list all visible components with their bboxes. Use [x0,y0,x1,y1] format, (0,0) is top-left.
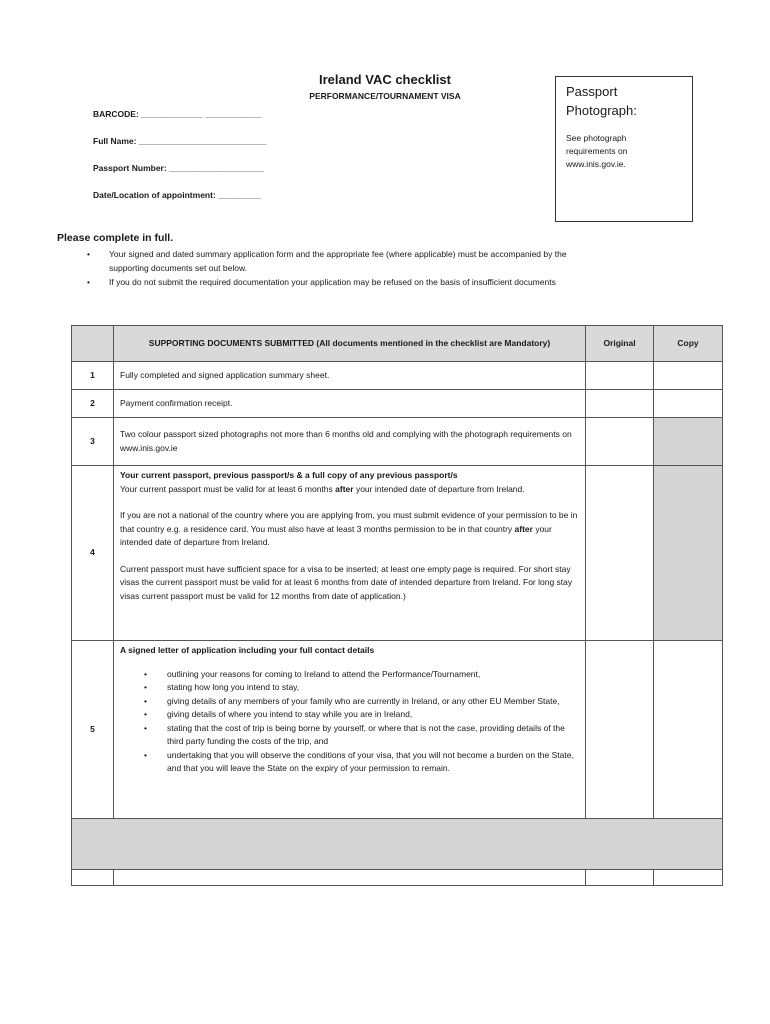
appointment-date-location-field[interactable]: Date/Location of appointment: _________ [93,190,261,200]
row-paragraph [120,483,579,497]
header-original-cell: Original [586,326,654,362]
copy-cell-shaded [654,418,723,466]
copy-checkbox-cell[interactable] [654,362,723,390]
copy-checkbox-cell[interactable] [654,641,723,819]
row-text: your intended date of departure from Ireland. [120,523,552,547]
list-item: • outlining your reasons for coming to Ireland to attend the Performance/Tournament, [120,668,579,682]
copy-checkbox-cell[interactable] [654,390,723,418]
row-description: Fully completed and signed application summary sheet. [114,362,586,390]
row-description [114,641,586,819]
photo-box-text [566,132,682,171]
original-checkbox-cell[interactable] [586,390,654,418]
photo-box-title-line1: Passport [566,84,618,99]
header-copy-cell: Copy [654,326,723,362]
row-number: 2 [72,390,114,418]
photo-box-text-line3: www.inis.gov.ie. [566,159,626,169]
list-item: • undertaking that you will observe the conditions of your visa, that you will not become a burden on the State, and that you will leave the State on the expiry of your permission to remain. [120,749,579,776]
list-item: • giving details of any members of your family who are currently in Ireland, or any other EU Member State, [120,695,579,709]
copy-cell-shaded [654,466,723,641]
passport-photo-box [555,76,693,222]
supporting-documents-table [71,325,723,886]
letter-requirements-list [120,668,579,776]
header-num-cell [72,326,114,362]
original-checkbox-cell[interactable] [586,466,654,641]
empty-cell [72,870,114,886]
table-row [72,390,723,418]
row-paragraph: Current passport must have sufficient space for a visa to be inserted; at least one empty page is required. For short stay visas the current passport must be valid for at least 6 months from date of intended departure from Ireland. For long stay visas current passport must be valid for 12 months from date of application.) [120,563,573,601]
table-row [72,362,723,390]
empty-cell [586,870,654,886]
row-number: 1 [72,362,114,390]
row-text: Your current passport must be valid for at least 6 months [120,483,336,494]
row-heading: Your current passport, previous passport/s & a full copy of any previous passport/s [120,470,458,480]
row-heading: A signed letter of application including your full contact details [120,645,375,655]
photo-box-text-line1: See photograph [566,133,627,143]
instructions-heading: Please complete in full. [57,232,174,244]
instruction-item: • If you do not submit the required documentation your application may be refused on the basis of insufficient documents [85,276,595,290]
row-paragraph [120,509,579,550]
empty-cell [654,870,723,886]
row-number: 5 [72,641,114,819]
instruction-item: • Your signed and dated summary application form and the appropriate fee (where applicable) must be accompanied by the supporting documents set out below. [85,248,595,275]
empty-cell [114,870,586,886]
header-documents-cell: SUPPORTING DOCUMENTS SUBMITTED (All documents mentioned in the checklist are Mandatory) [114,326,586,362]
instructions-list [85,248,595,291]
table-row [72,641,723,819]
shaded-separator-cell [72,819,723,870]
table-header-row [72,326,723,362]
row-description: Payment confirmation receipt. [114,390,586,418]
original-checkbox-cell[interactable] [586,641,654,819]
original-checkbox-cell[interactable] [586,418,654,466]
photo-box-title-line2: Photograph: [566,103,637,118]
list-item: • giving details of where you intend to stay while you are in Ireland, [120,708,579,722]
original-checkbox-cell[interactable] [586,362,654,390]
photo-box-title [566,82,682,120]
row-number: 3 [72,418,114,466]
row-description [114,466,586,641]
page-title: Ireland VAC checklist [319,72,451,87]
photo-box-text-line2: requirements on [566,146,628,156]
table-row [72,418,723,466]
list-item: • stating how long you intend to stay, [120,681,579,695]
full-name-field[interactable]: Full Name: ___________________________ [93,136,267,146]
row-text-emphasis: after [514,523,533,534]
row-text: your intended date of departure from Ireland. [353,483,525,494]
list-item: • stating that the cost of trip is being borne by yourself, or where that is not the case, providing details of the third party funding the costs of the trip, and [120,722,579,749]
page-subtitle: PERFORMANCE/TOURNAMENT VISA [309,91,461,101]
row-text: If you are not a national of the country where you are applying from, you must submit evidence of your permission to be in that country e.g. a residence card. You must also have at least 3 months permission to be in that country [120,510,578,534]
row-description: Two colour passport sized photographs not more than 6 months old and complying with the photograph requirements on www.inis.gov.ie [114,418,586,466]
row-number: 4 [72,466,114,641]
shaded-separator-row [72,819,723,870]
table-row [72,466,723,641]
passport-number-field[interactable]: Passport Number: ____________________ [93,163,264,173]
barcode-field[interactable]: BARCODE: _____________ ____________ [93,109,262,119]
row-text-emphasis: after [335,483,354,494]
table-row-empty [72,870,723,886]
